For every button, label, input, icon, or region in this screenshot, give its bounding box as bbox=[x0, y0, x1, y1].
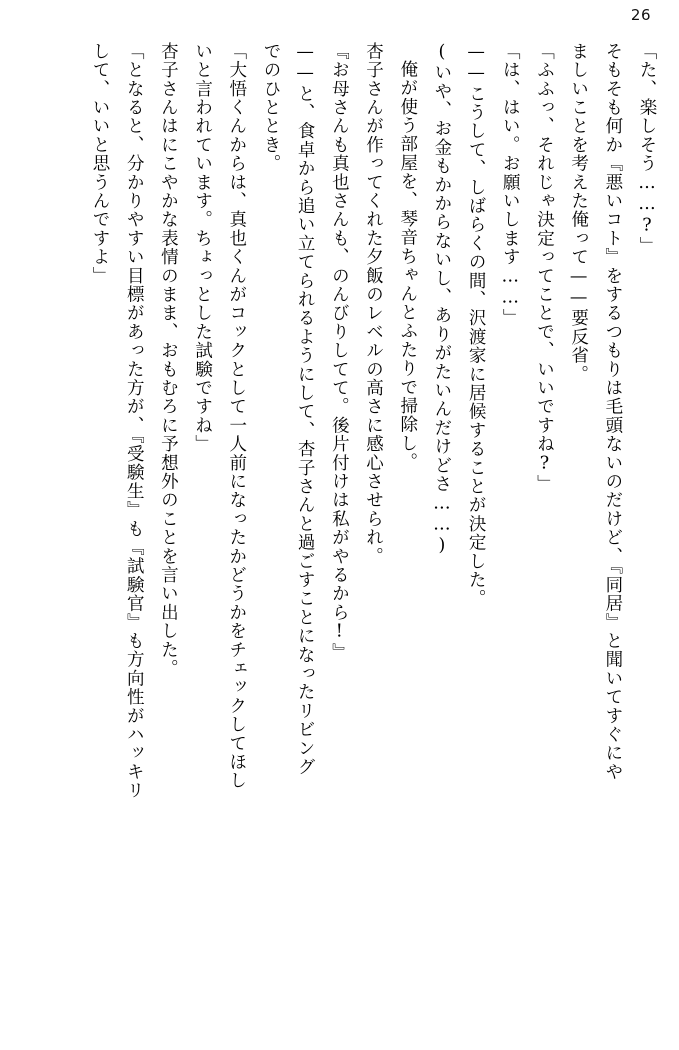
text-line: して、いいと思うんですよ」 bbox=[90, 42, 110, 286]
text-line: ——こうして、しばらくの間、沢渡家に居候することが決定した。 bbox=[466, 42, 487, 608]
text-line: そもそも何か『悪いコト』をするつもりは毛頭ないのだけど、『同居』と聞いてすぐにや bbox=[602, 42, 623, 782]
vertical-text-body bbox=[18, 42, 655, 1042]
text-line: (いや、お金もかからないし、ありがたいんだけどさ……) bbox=[431, 42, 452, 557]
text-line: 「大悟くんからは、真也くんがコックとして一人前になったかどうかをチェックしてほし bbox=[226, 42, 247, 790]
text-line: 『お母さんも真也さんも、のんびりしてて。後片付けは私がやるから!』 bbox=[329, 42, 350, 662]
text-line: 「ふふっ、それじゃ決定ってことで、いいですね?」 bbox=[534, 42, 555, 494]
text-line: 杏子さんが作ってくれた夕飯のレベルの高さに感心させられ。 bbox=[363, 42, 384, 566]
text-line: 俺が使う部屋を、琴音ちゃんとふたりで掃除し。 bbox=[397, 60, 418, 472]
text-line: 「は、はい。お願いします……」 bbox=[500, 42, 521, 328]
text-line: 「た、楽しそう……?」 bbox=[637, 42, 657, 256]
page-number: 26 bbox=[630, 6, 651, 24]
text-line: ましいことを考えた俺って——要反省。 bbox=[568, 42, 589, 384]
text-line: でのひととき。 bbox=[260, 42, 281, 173]
text-line: いと言われています。ちょっとした試験ですね」 bbox=[192, 42, 213, 454]
text-line: 「となると、分かりやすい目標があった方が、『受験生』も『試験官』も方向性がハッキリ bbox=[124, 42, 145, 800]
text-line: 杏子さんはにこやかな表情のまま、おもむろに予想外のことを言い出した。 bbox=[158, 42, 179, 678]
text-line: ——と、食卓から追い立てられるようにして、杏子さんと過ごすことになったリビング bbox=[295, 42, 316, 777]
